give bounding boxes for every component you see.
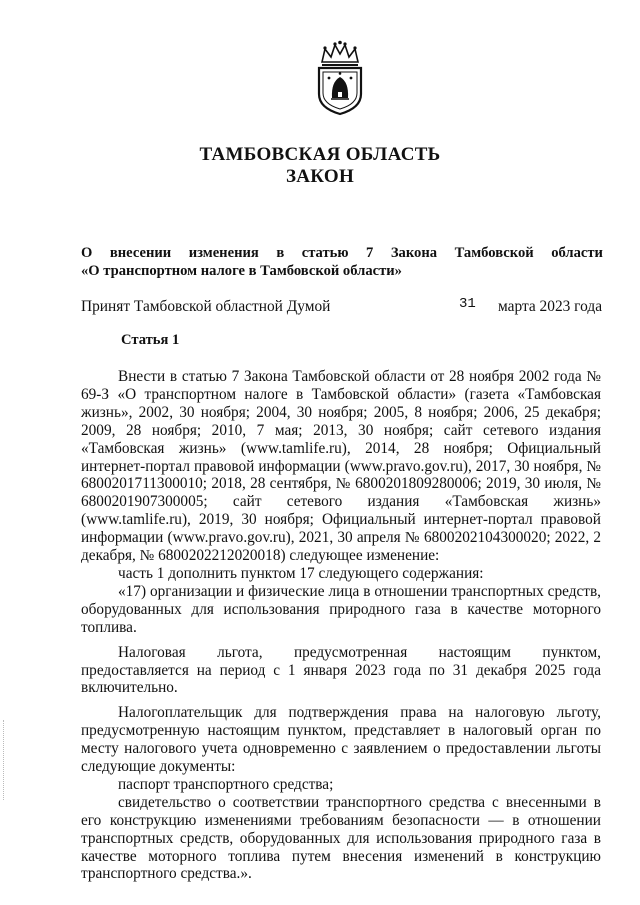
- subject-word: 7: [366, 245, 374, 261]
- article-paragraph: Налогоплательщик для подтверждения права на налоговую льготу, предусмотренную настоящим пунктом, представляет в налоговый орган по месту налогового учета одновременно с заявлением о предоставлении льготы следующие документы:: [81, 704, 601, 776]
- adoption-day: 31: [459, 296, 476, 312]
- article-paragraph: Внести в статью 7 Закона Тамбовской области от 28 ноября 2002 года № 69-З «О транспортном налоге в Тамбовской области» (газета «Тамбовская жизнь», 2002, 30 ноября; 2004, 30 ноября; 2005, 8 ноября; 2006, 25 декабря; 2009, 28 ноября; 2010, 7 мая; 2013, 30 ноября; сайт сетевого издания «Тамбовская жизнь» (www.tamlife.ru), 2014, 28 ноября; Официальный интернет-портал правовой информации (www.pravo.gov.ru), 2017, 30 ноября, № 6800201711300010; 2018, 28 сентября, № 6800201809280006; 2019, 30 июля, № 6800201907300005; сайт сетевого издания «Тамбовская жизнь» (www.tamlife.ru), 2019, 30 ноября; Официальный интернет-портал правовой информации (www.pravo.gov.ru), 2021, 30 апреля № 6800202104300020; 2022, 2 декабря, № 6800202212020018) следующее изменение:: [81, 368, 601, 565]
- article-paragraph: свидетельство о соответствии транспортного средства с внесенными в его конструкцию изменениями требованиям безопасности — в отношении транспортных средств, оборудованных для использования природного газа в качестве моторного топлива путем внесения изменений в конструкцию транспортного средства.».: [81, 793, 601, 883]
- subject-line-1: [81, 244, 603, 262]
- article-paragraph: паспорт транспортного средства;: [118, 775, 334, 793]
- subject-word: изменения: [188, 245, 259, 261]
- region-heading: ТАМБОВСКАЯ ОБЛАСТЬ: [199, 144, 441, 165]
- subject-word: внесении: [109, 245, 172, 261]
- scan-margin-marks: [3, 720, 6, 800]
- article-paragraph: Налоговая льгота, предусмотренная настоящим пунктом, предоставляется на период с 1 января 2023 года по 31 декабря 2025 года включительно.: [81, 643, 601, 697]
- adoption-month-year: марта 2023 года: [498, 298, 603, 315]
- subject-word: Закона: [390, 245, 438, 261]
- subject-word: Тамбовской: [454, 245, 534, 261]
- article-paragraph: «17) организации и физические лица в отношении транспортных средств, оборудованных для использования природного газа в качестве моторного топлива.: [81, 582, 601, 636]
- adoption-line: [81, 298, 603, 316]
- article-body: [81, 368, 601, 883]
- article-paragraph: часть 1 дополнить пунктом 17 следующего содержания:: [118, 564, 484, 582]
- article-title: Статья 1: [121, 332, 180, 348]
- subject-line-2: «О транспортном налоге в Тамбовской области»: [81, 263, 402, 279]
- subject-word: области: [551, 245, 603, 261]
- law-subject-title: [81, 244, 603, 280]
- subject-word: статью: [301, 245, 349, 261]
- adoption-text: Принят Тамбовской областной Думой: [81, 298, 331, 315]
- subject-word: в: [276, 245, 285, 261]
- coat-of-arms-icon: [313, 40, 367, 116]
- document-type-heading: ЗАКОН: [285, 166, 355, 187]
- subject-word: О: [81, 245, 93, 261]
